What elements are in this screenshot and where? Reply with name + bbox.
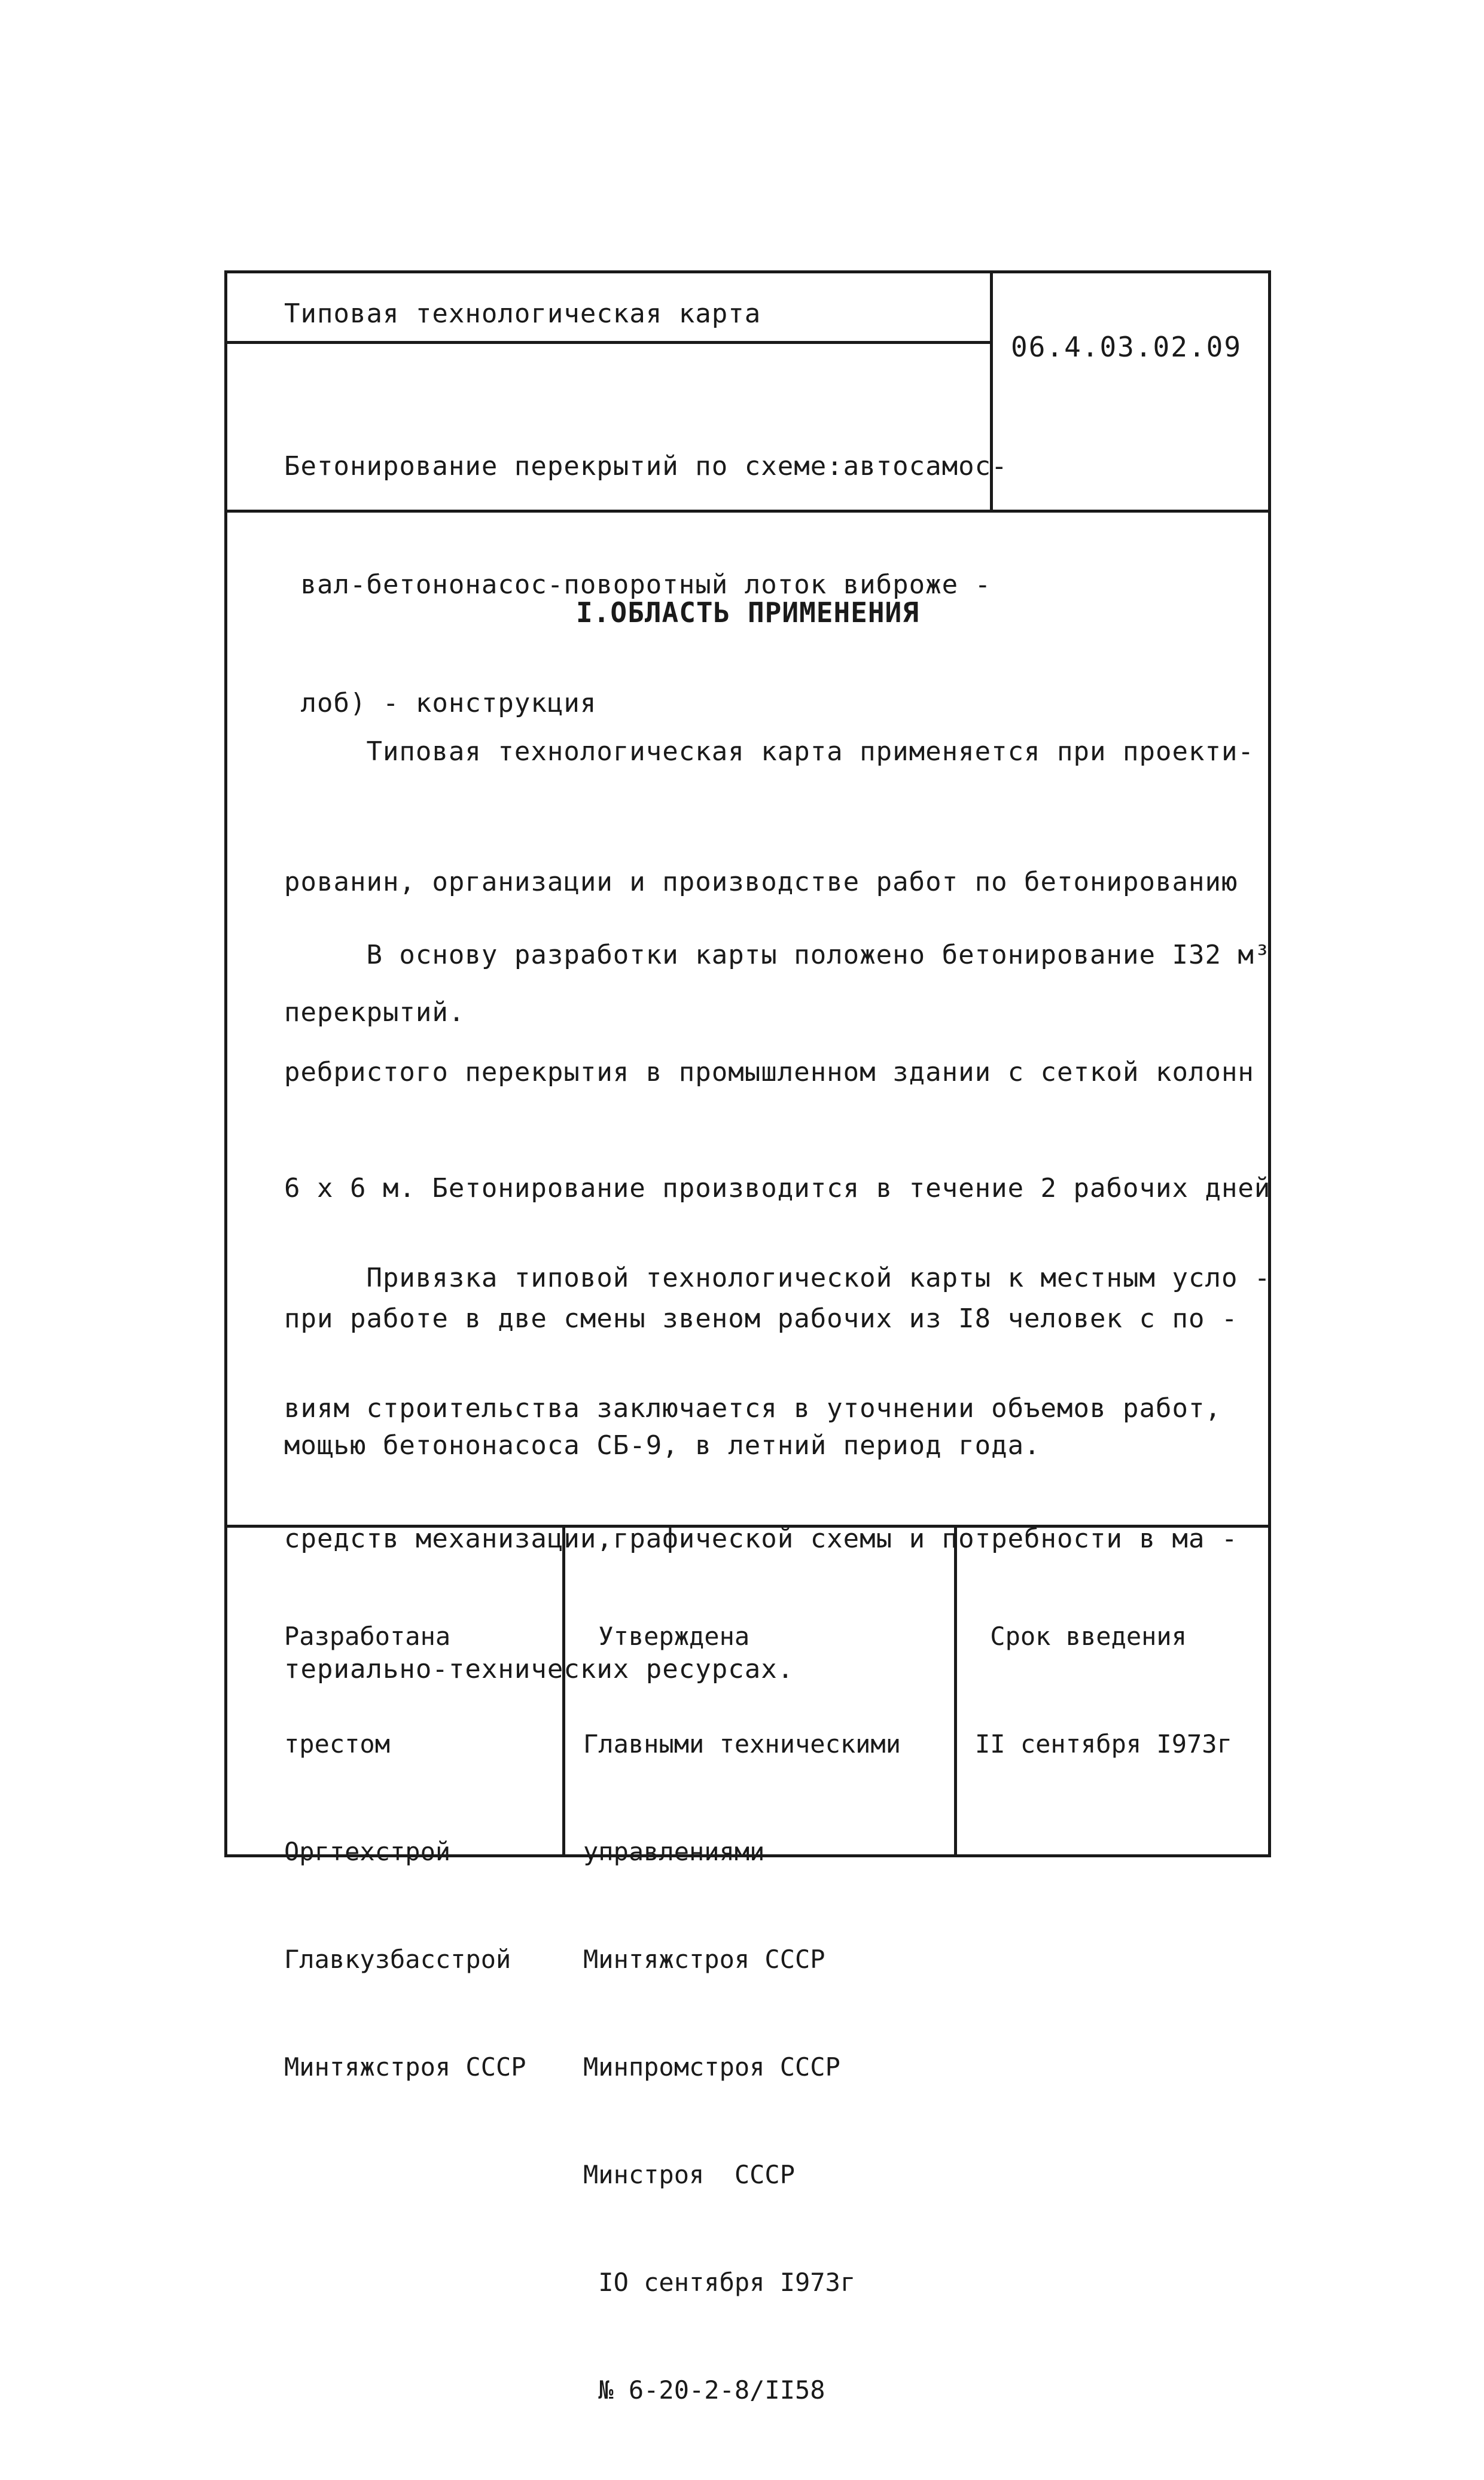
paragraph-line: при работе в две смены звеном рабочих из I8 человек с по - — [284, 1303, 1238, 1334]
paragraph-line: средств механизации,графической схемы и потребности в ма - — [284, 1524, 1238, 1554]
developed-by-line: Главкузбасстрой — [284, 1945, 511, 1974]
developed-by-cell — [227, 1528, 565, 2082]
paragraph-line: Привязка типовой технологической карты к местным усло - — [284, 1263, 1271, 1293]
paragraph-line: В основу разработки карты положено бетонирование I32 м³ — [284, 940, 1271, 970]
effective-date-line: II сентября I973г — [975, 1729, 1232, 1759]
approved-by-line: Главными техническими — [583, 1729, 901, 1759]
paragraph-line: Типовая технологическая карта применяется при проекти- — [284, 736, 1254, 767]
approved-by-line: Минпромстроя СССР — [583, 2052, 840, 2082]
effective-date-cell — [957, 1528, 1271, 1857]
doc-title-line: Бетонирование перекрытий по схеме:автосамос- — [284, 451, 1008, 482]
paragraph-line: рованин, организации и производстве работ по бетонированию — [284, 867, 1238, 897]
section-title: I.ОБЛАСТЬ ПРИМЕНЕНИЯ — [576, 596, 919, 629]
approved-by-line: № 6-20-2-8/II58 — [583, 2375, 825, 2405]
approved-by-line: управлениями — [583, 1837, 765, 1866]
paragraph-line: виям строительства заключается в уточнении объемов работ, — [284, 1393, 1221, 1424]
approved-by-cell — [565, 1528, 957, 2405]
document-frame — [224, 270, 1271, 2405]
doc-type: Типовая технологическая карта — [284, 298, 761, 329]
developed-by-line: Оргтехстрой — [284, 1837, 451, 1866]
approved-by-line: Утверждена — [583, 1622, 750, 1651]
header-divider — [227, 510, 1268, 513]
developed-by-line: Минтяжстроя СССР — [284, 2052, 526, 2082]
approval-block — [227, 1525, 1268, 2405]
doc-title-line: лоб) - конструкция — [284, 688, 597, 718]
doc-title-line: вал-бетононасос-поворотный лоток виброже - — [284, 569, 992, 600]
effective-date-line: Срок введения — [975, 1622, 1187, 1651]
approved-by-line: Минстроя СССР — [583, 2160, 796, 2189]
paragraph-line: 6 х 6 м. Бетонирование производится в течение 2 рабочих дней — [284, 1173, 1271, 1204]
paragraph-line: териально-технических ресурсах. — [284, 1654, 794, 1684]
approved-by-line: Минтяжстроя СССР — [583, 1945, 825, 1974]
approved-by-line: IO сентября I973г — [583, 2268, 856, 2297]
developed-by-line: Разработана — [284, 1622, 451, 1651]
paragraph-line: перекрытий. — [284, 997, 465, 1028]
developed-by-line: трестом — [284, 1729, 391, 1759]
paragraph-line: ребристого перекрытия в промышленном здании с сеткой колонн — [284, 1057, 1254, 1087]
doc-code: 06.4.03.02.09 — [1011, 331, 1242, 363]
paragraph-line: мощью бетононасоса СБ-9, в летний период года. — [284, 1430, 1041, 1461]
